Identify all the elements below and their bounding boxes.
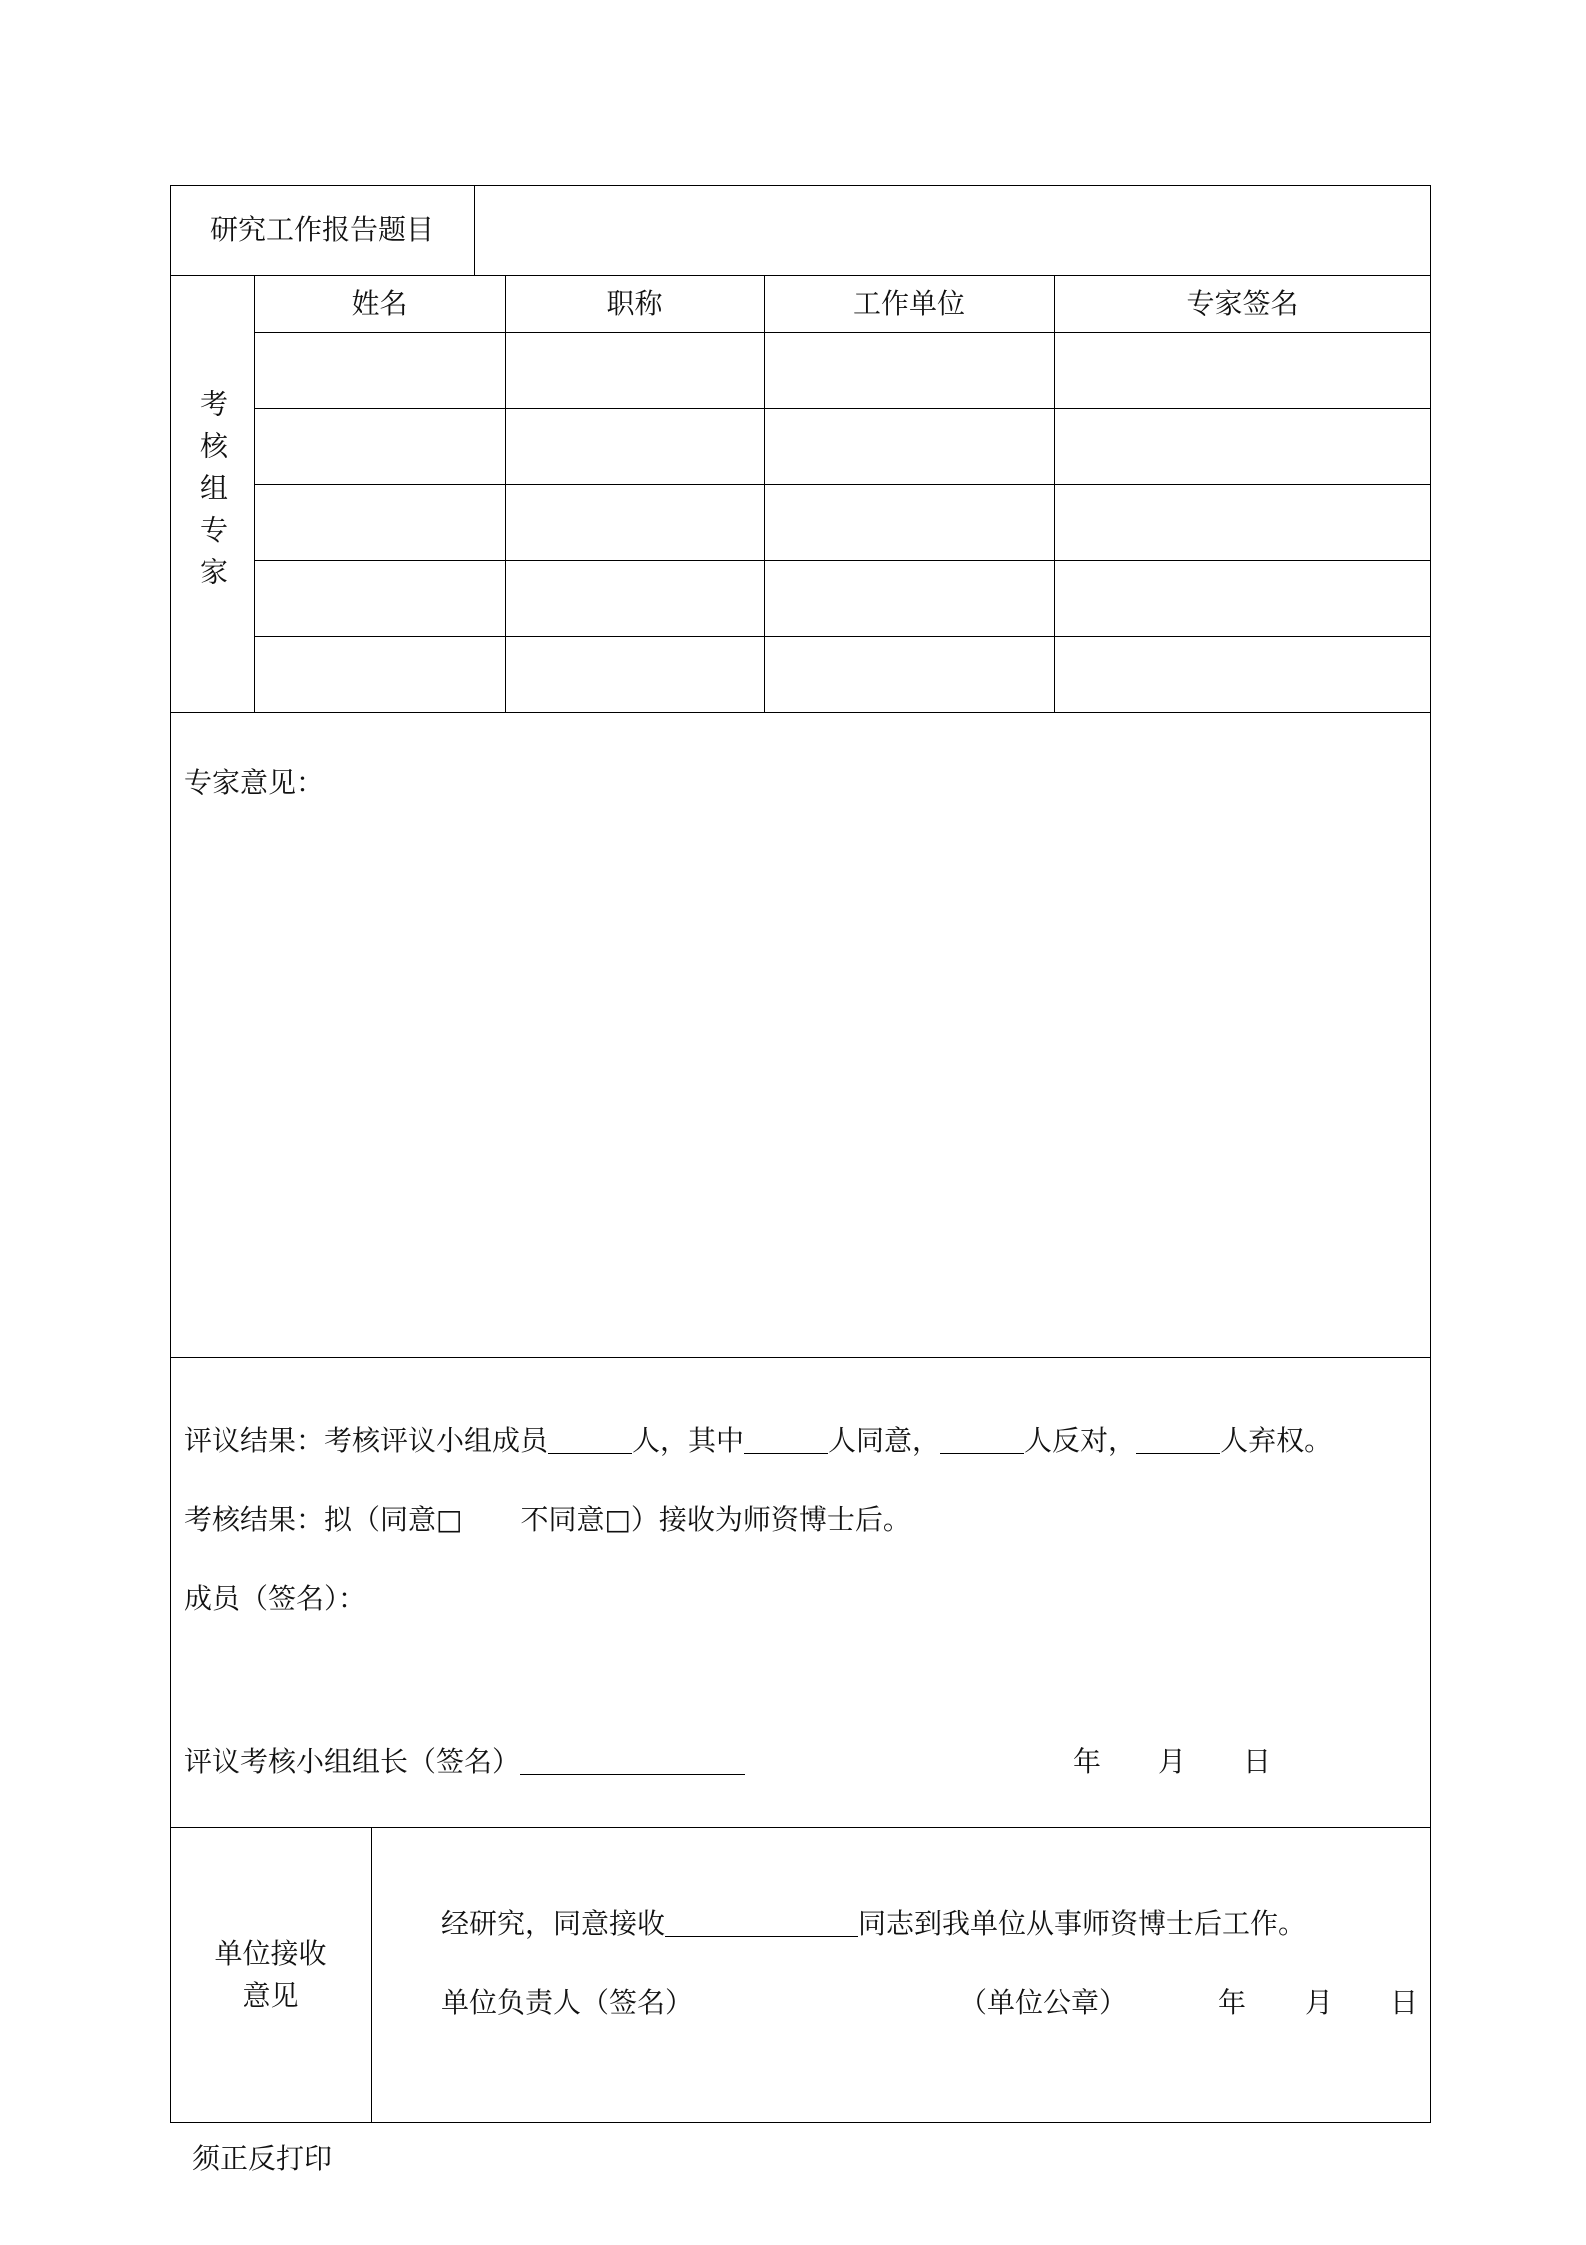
divider xyxy=(170,1827,1431,1828)
evaluation-result-text: 评议结果：考核评议小组成员 xyxy=(184,1424,549,1457)
print-note: 须正反打印 xyxy=(192,2142,333,2175)
divider xyxy=(254,484,1431,485)
leader-signature-label: 评议考核小组组长（签名） xyxy=(184,1745,521,1778)
unit-acceptance-label-line2: 意见 xyxy=(242,1979,299,2012)
evaluation-result-text: 人同意， xyxy=(828,1424,941,1457)
divider xyxy=(254,636,1431,637)
leader-date-day: 日 xyxy=(1243,1745,1272,1778)
unit-date-month: 月 xyxy=(1305,1986,1334,2019)
outcome-agree-option[interactable]: 考核结果：拟（同意□ xyxy=(184,1503,463,1536)
form-table-border xyxy=(170,185,1431,2123)
unit-seal-label: （单位公章） xyxy=(959,1986,1128,2019)
column-header-name-text: 姓名 xyxy=(351,286,408,320)
divider xyxy=(170,1357,1431,1358)
divider xyxy=(254,408,1431,409)
divider xyxy=(474,185,475,275)
outcome-disagree-option[interactable]: 不同意□）接收为师资博士后。 xyxy=(520,1503,911,1536)
divider xyxy=(254,332,1431,333)
evaluation-result-text: 人，其中 xyxy=(632,1424,745,1457)
divider xyxy=(505,275,506,712)
divider xyxy=(764,275,765,712)
expert-group-label: 考核组专家 xyxy=(196,388,229,599)
evaluation-result-text: 人弃权。 xyxy=(1220,1424,1333,1457)
members-signature-label: 成员（签名）： xyxy=(184,1582,367,1615)
column-header-title-text: 职称 xyxy=(606,286,663,320)
report-title-label: 研究工作报告题目 xyxy=(209,213,434,246)
unit-agree-text: 经研究，同意接收 xyxy=(441,1907,666,1940)
leader-date-month: 月 xyxy=(1158,1745,1187,1778)
divider xyxy=(170,275,1431,276)
unit-date-day: 日 xyxy=(1390,1986,1419,2019)
unit-signer-label: 单位负责人（签名） xyxy=(441,1986,694,2019)
divider xyxy=(1054,275,1055,712)
column-header-affiliation-text: 工作单位 xyxy=(852,286,965,320)
divider xyxy=(254,275,255,712)
divider xyxy=(170,712,1431,713)
unit-agree-text: 同志到我单位从事师资博士后工作。 xyxy=(858,1907,1307,1940)
column-header-signature-text: 专家签名 xyxy=(1186,286,1299,320)
unit-acceptance-label-line1: 单位接收 xyxy=(214,1937,327,1970)
expert-opinion-label: 专家意见： xyxy=(184,766,325,799)
unit-date-year: 年 xyxy=(1218,1986,1247,2019)
divider xyxy=(371,1827,372,2123)
evaluation-result-text: 人反对， xyxy=(1024,1424,1137,1457)
divider xyxy=(254,560,1431,561)
leader-date-year: 年 xyxy=(1073,1745,1102,1778)
